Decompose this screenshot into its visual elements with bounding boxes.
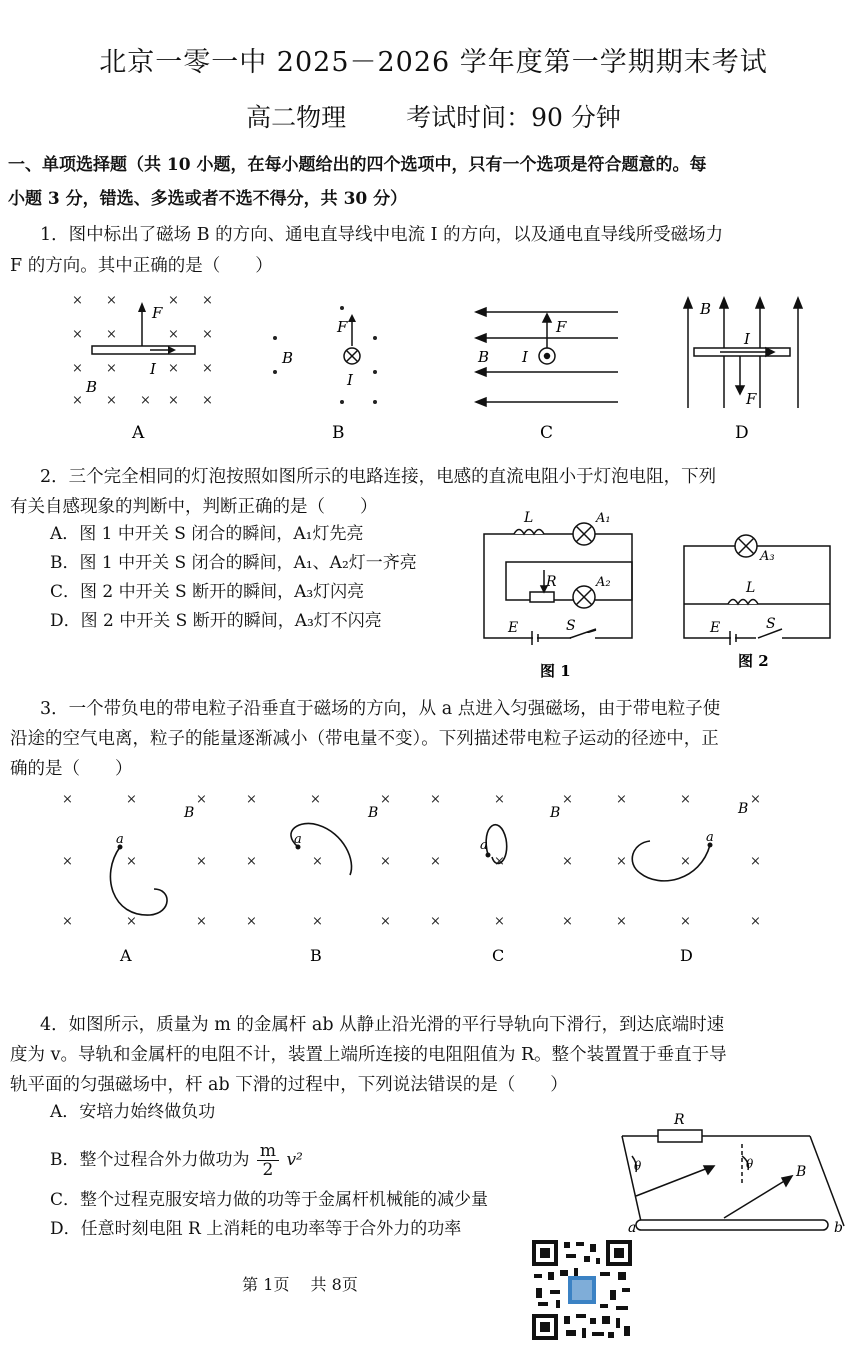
svg-text:×: × (126, 792, 137, 807)
c1-A2: A₂ (596, 575, 611, 590)
svg-text:×: × (72, 393, 83, 408)
svg-text:×: × (72, 361, 83, 376)
q3-label-c: C (492, 946, 505, 965)
svg-text:×: × (680, 792, 691, 807)
q3-a-point-d: a (706, 830, 714, 845)
c1-L: L (524, 510, 534, 526)
q1-a-I: I (150, 360, 156, 378)
page-footer (0, 1272, 600, 1295)
svg-text:×: × (62, 914, 73, 929)
q1-figure-a (72, 293, 213, 408)
question-2-option-d: D．图 2 中开关 S 断开的瞬间，A₃灯不闪亮 (50, 611, 382, 631)
q3-B-c: B (550, 805, 561, 821)
q1-d-B: B (700, 300, 712, 318)
question-1-line1: 1．图中标出了磁场 B 的方向、通电直导线中电流 I 的方向，以及通电直导线所受磁场力 (40, 225, 724, 245)
exam-time: 考试时间：90 分钟 (406, 103, 621, 132)
svg-text:×: × (202, 293, 213, 308)
q1-d-I: I (744, 330, 750, 348)
svg-text:×: × (380, 914, 391, 929)
q3-a-point-c: a (480, 838, 488, 853)
svg-text:×: × (246, 854, 257, 869)
q3-a-point-b: a (294, 832, 302, 847)
question-2-circuits (470, 500, 850, 685)
question-4-option-d: D．任意时刻电阻 R 上消耗的电功率等于合外力的功率 (50, 1219, 462, 1239)
q1-b-I: I (347, 371, 353, 389)
q4-a: a (628, 1220, 637, 1236)
svg-text:×: × (312, 914, 323, 929)
q3-field-crosses (62, 792, 761, 929)
svg-text:×: × (106, 361, 117, 376)
circuit-fig2 (684, 535, 830, 645)
section-heading-line2: 小题 3 分，错选、多选或者不选不得分，共 30 分） (8, 189, 408, 209)
q1-figure-c (476, 308, 618, 406)
svg-text:×: × (430, 792, 441, 807)
section-heading-line1: 一、单项选择题（共 10 小题，在每小题给出的四个选项中，只有一个选项是符合题意的。每 (8, 155, 707, 175)
question-4-line2: 度为 v。导轨和金属杆的电阻不计，装置上端所连接的电阻阻值为 R。整个装置置于垂直于导 (10, 1045, 727, 1065)
svg-text:×: × (562, 854, 573, 869)
svg-text:×: × (168, 393, 179, 408)
q4-optb-text: B．整个过程合外力做功为 (50, 1150, 250, 1170)
page-number: 第 1页 (242, 1275, 290, 1294)
c2-L: L (746, 580, 756, 596)
c1-R: R (546, 574, 557, 590)
svg-text:×: × (430, 914, 441, 929)
q4-optb-denominator: 2 (262, 1160, 274, 1180)
svg-text:×: × (126, 854, 137, 869)
q1-b-B: B (282, 349, 294, 367)
svg-text:×: × (310, 792, 321, 807)
svg-text:×: × (246, 914, 257, 929)
question-1-line2: F 的方向。其中正确的是（ ） (10, 256, 273, 276)
question-3-line2: 沿途的空气电离，粒子的能量逐渐减小（带电量不变）。下列描述带电粒子运动的径迹中，正 (10, 729, 719, 749)
question-2-option-b: B．图 1 中开关 S 闭合的瞬间，A₁、A₂灯一齐亮 (50, 553, 417, 573)
qr-code (530, 1238, 634, 1342)
svg-text:×: × (616, 914, 627, 929)
c2-A3: A₃ (760, 549, 775, 564)
question-1-figures (0, 290, 867, 450)
question-2-option-c: C．图 2 中开关 S 断开的瞬间，A₃灯闪亮 (50, 582, 365, 602)
q1-label-a: A (132, 423, 145, 443)
svg-text:×: × (680, 914, 691, 929)
question-4-figure (600, 1108, 862, 1243)
q3-B-d: B (738, 801, 749, 817)
q4-theta-1: θ (634, 1159, 642, 1173)
q1-label-b: B (332, 423, 345, 443)
svg-text:×: × (196, 792, 207, 807)
svg-text:×: × (202, 361, 213, 376)
svg-text:×: × (380, 854, 391, 869)
q4-B: B (796, 1164, 807, 1180)
fig2-caption: 图 2 (738, 652, 769, 670)
svg-text:×: × (680, 854, 691, 869)
q1-figure-b (273, 306, 377, 404)
svg-text:×: × (126, 914, 137, 929)
svg-text:×: × (62, 854, 73, 869)
q4-b: b (834, 1220, 843, 1236)
svg-text:×: × (72, 327, 83, 342)
question-2-line1: 2．三个完全相同的灯泡按照如图所示的电路连接，电感的直流电阻小于灯泡电阻，下列 (40, 467, 717, 487)
q3-track-a (110, 847, 167, 915)
svg-text:×: × (202, 327, 213, 342)
q1-a-B: B (86, 378, 98, 396)
svg-text:×: × (616, 792, 627, 807)
q4-optb-v: v² (286, 1150, 303, 1170)
question-3-line3: 确的是（ ） (10, 759, 133, 779)
q4-theta-2: θ (746, 1157, 754, 1171)
svg-text:×: × (616, 854, 627, 869)
svg-text:×: × (562, 792, 573, 807)
q3-B-b: B (368, 805, 379, 821)
q4-optb-fraction (257, 1142, 279, 1179)
question-4-option-b (50, 1142, 303, 1179)
svg-text:×: × (168, 361, 179, 376)
q3-a-point-a: a (116, 832, 124, 847)
exam-subtitle (0, 98, 867, 134)
page-total: 共 8页 (310, 1275, 358, 1294)
svg-text:×: × (494, 914, 505, 929)
subject-label: 高二物理 (246, 103, 347, 132)
svg-text:×: × (750, 854, 761, 869)
q1-label-d: D (735, 423, 749, 443)
svg-text:×: × (750, 792, 761, 807)
svg-text:×: × (202, 393, 213, 408)
question-3-line1: 3．一个带负电的带电粒子沿垂直于磁场的方向，从 a 点进入匀强磁场，由于带电粒子使 (40, 699, 721, 719)
c1-A1: A₁ (596, 511, 611, 526)
question-4-option-a: A．安培力始终做负功 (50, 1102, 216, 1122)
svg-text:×: × (72, 293, 83, 308)
svg-text:×: × (196, 854, 207, 869)
svg-text:×: × (106, 293, 117, 308)
q1-c-B: B (478, 348, 490, 366)
svg-text:×: × (196, 914, 207, 929)
q3-label-d: D (680, 946, 693, 965)
q1-c-I: I (522, 348, 528, 366)
svg-text:×: × (246, 792, 257, 807)
svg-text:×: × (562, 914, 573, 929)
svg-text:×: × (380, 792, 391, 807)
q1-b-F: F (337, 318, 348, 336)
svg-text:×: × (494, 792, 505, 807)
q4-R: R (674, 1112, 685, 1128)
svg-text:×: × (430, 854, 441, 869)
svg-text:×: × (168, 293, 179, 308)
q3-label-b: B (310, 946, 322, 965)
q3-B-a: B (184, 805, 195, 821)
c1-E: E (508, 620, 519, 636)
question-2-option-a: A．图 1 中开关 S 闭合的瞬间，A₁灯先亮 (50, 524, 364, 544)
question-3-figures (0, 785, 867, 970)
c1-S: S (566, 618, 576, 634)
svg-text:×: × (168, 327, 179, 342)
question-4-line3: 轨平面的匀强磁场中，杆 ab 下滑的过程中，下列说法错误的是（ ） (10, 1075, 568, 1095)
q4-optb-numerator: m (257, 1142, 279, 1161)
q1-label-c: C (540, 423, 554, 443)
question-4-option-c: C．整个过程克服安培力做的功等于金属杆机械能的减少量 (50, 1190, 489, 1210)
svg-text:×: × (494, 854, 505, 869)
q1-a-F: F (152, 304, 163, 322)
svg-text:×: × (140, 393, 151, 408)
fig1-caption: 图 1 (540, 662, 571, 680)
question-4-line1: 4．如图所示，质量为 m 的金属杆 ab 从静止沿光滑的平行导轨向下滑行，到达底端时速 (40, 1015, 725, 1035)
svg-text:×: × (106, 393, 117, 408)
question-2-line2: 有关自感现象的判断中，判断正确的是（ ） (10, 497, 378, 517)
section-heading (8, 148, 863, 216)
svg-text:×: × (750, 914, 761, 929)
svg-text:×: × (312, 854, 323, 869)
q1-d-F: F (746, 390, 757, 408)
c2-E: E (710, 620, 721, 636)
svg-text:×: × (62, 792, 73, 807)
svg-text:×: × (106, 327, 117, 342)
q3-label-a: A (120, 946, 132, 965)
q1-c-F: F (556, 318, 567, 336)
c2-S: S (766, 616, 776, 632)
exam-title: 北京一零一中 2025－2026 学年度第一学期期末考试 (99, 47, 768, 78)
q3-track-d (632, 841, 710, 881)
